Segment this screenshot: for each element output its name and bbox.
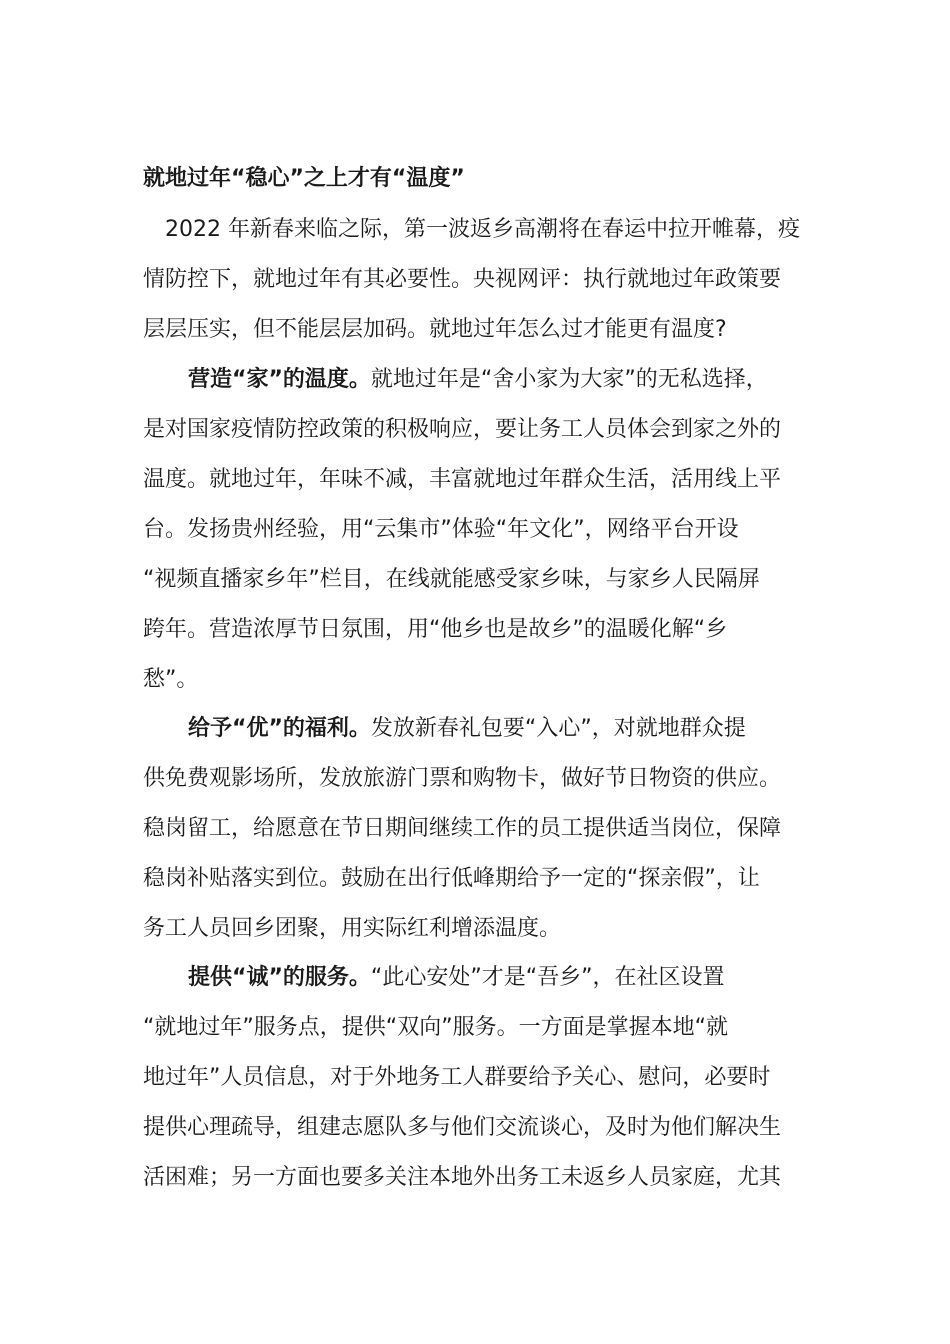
document-title: 就地过年“稳心”之上才有“温度” <box>143 166 465 191</box>
section1-heading: 营造“家”的温度。 <box>188 367 371 392</box>
section1-line-3: 温度。就地过年，年味不减，丰富就地过年群众生活，活用线上平 <box>143 467 782 492</box>
section2-heading: 给予“优”的福利。 <box>188 716 371 741</box>
section2-line-4: 稳岗补贴落实到位。鼓励在出行低峰期给予一定的“探亲假”，让 <box>143 866 760 891</box>
section1-line-6: 跨年。营造浓厚节日氛围，用“他乡也是故乡”的温暖化解“乡 <box>143 617 728 642</box>
intro-line-2: 情防控下，就地过年有其必要性。央视网评：执行就地过年政策要 <box>143 267 782 292</box>
section3-first-line <box>188 962 725 994</box>
section3-first-line-text: “此心安处”才是“吾乡”，在社区设置 <box>370 965 725 990</box>
section1-line-2: 是对国家疫情防控政策的积极响应，要让务工人员体会到家之外的 <box>143 417 782 442</box>
section3-line-3: 地过年”人员信息，对于外地务工人群要给予关心、慰问，必要时 <box>143 1065 771 1090</box>
section3-line-2: “就地过年”服务点，提供“双向”服务。一方面是掌握本地“就 <box>143 1015 728 1040</box>
intro-line-1: 2022 年新春来临之际，第一波返乡高潮将在春运中拉开帷幕，疫 <box>165 217 800 242</box>
section2-first-line <box>188 713 746 745</box>
section1-line-4: 台。发扬贵州经验，用“云集市”体验“年文化”，网络平台开设 <box>143 517 739 542</box>
section1-line-7: 愁”。 <box>143 667 199 692</box>
section1-first-line <box>188 364 768 396</box>
section3-heading: 提供“诚”的服务。 <box>188 965 371 990</box>
section1-first-line-text: 就地过年是“舍小家为大家”的无私选择， <box>370 367 768 392</box>
section2-line-3: 稳岗留工，给愿意在节日期间继续工作的员工提供适当岗位，保障 <box>143 816 782 841</box>
intro-line-3: 层层压实，但不能层层加码。就地过年怎么过才能更有温度? <box>143 317 727 342</box>
section1-line-5: “视频直播家乡年”栏目，在线就能感受家乡味，与家乡人民隔屏 <box>143 567 760 592</box>
section2-line-5: 务工人员回乡团聚，用实际红利增添温度。 <box>143 916 562 941</box>
section2-line-2: 供免费观影场所，发放旅游门票和购物卡，做好节日物资的供应。 <box>143 766 782 791</box>
section3-line-5: 活困难；另一方面也要多关注本地外出务工未返乡人员家庭，尤其 <box>143 1165 782 1190</box>
section3-line-4: 提供心理疏导，组建志愿队多与他们交流谈心，及时为他们解决生 <box>143 1115 782 1140</box>
section2-first-line-text: 发放新春礼包要“入心”，对就地群众提 <box>370 716 746 741</box>
